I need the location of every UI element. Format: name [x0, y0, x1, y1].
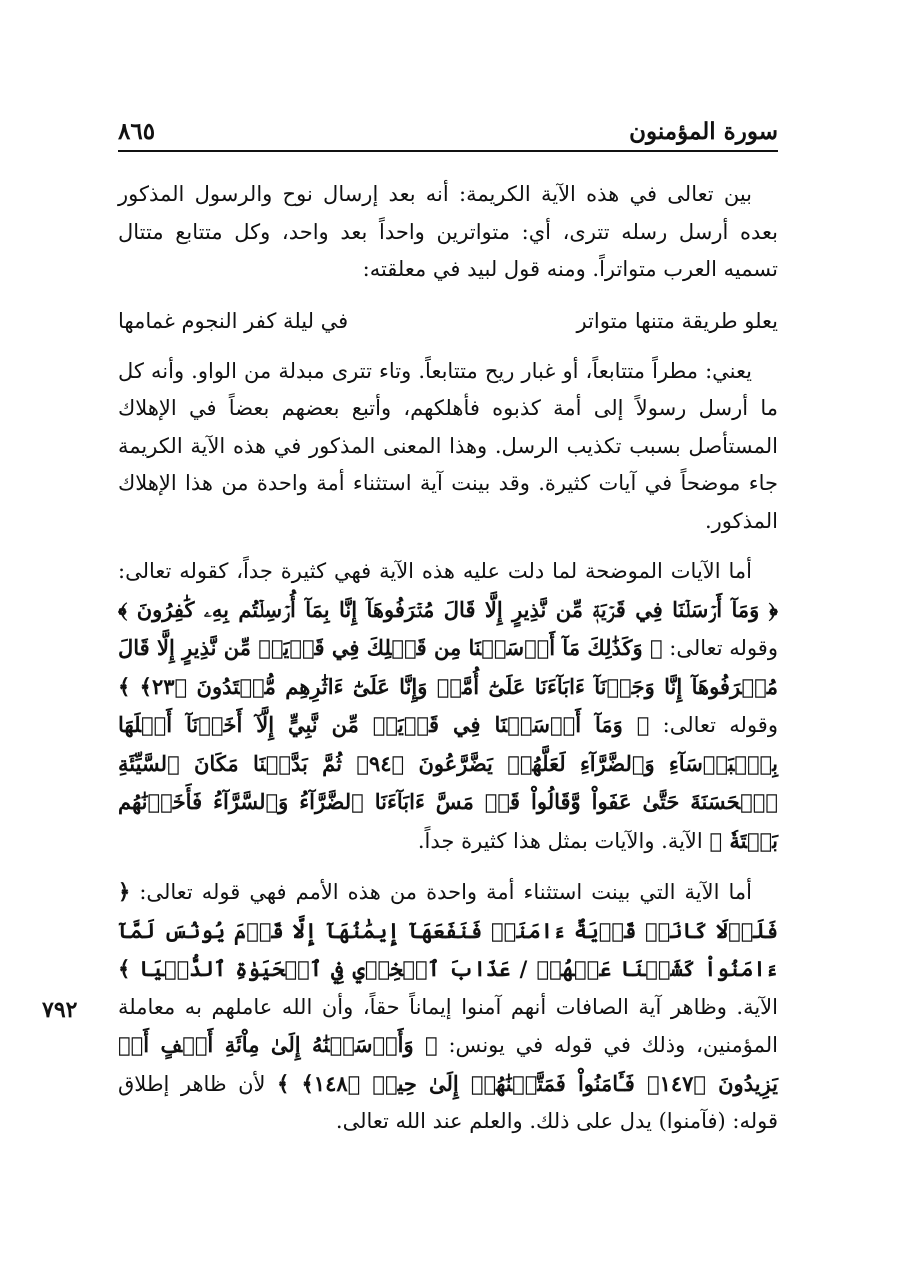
margin-page-marker: ٧٩٢: [42, 997, 78, 1023]
text-run: لأن ظاهر إطلاق قوله: (فآمنوا) يدل على ذلك. والعلم عند الله تعالى.: [118, 1071, 778, 1133]
page-body: [118, 176, 778, 1141]
quran-quote: ﴿ وَمَآ أَرۡسَلۡنَا فِي قَرۡيَةٖ مِّن نَّذِيرٍ إِلَّا قَالَ مُتۡرَفُوهَآ إِنَّا بِمَآ أُرۡسِلۡتُم بِهِۦ كَٰفِرُونَ ﴾: [118, 596, 778, 622]
poem-hemistich-2: في ليلة كفر النجوم غمامها: [118, 308, 349, 333]
quran-quote: ﴿ وَأَرۡسَلۡنَٰهُ إِلَىٰ مِاْئَةِ أَلۡفٍ أَوۡ يَزِيدُونَ ﴿١٤٧﴾ فَـَٔامَنُواْ فَمَتَّعۡنَٰهُمۡ إِلَىٰ حِينٖ ﴿١٤٨﴾ ﴾: [118, 1032, 779, 1096]
text-run: الآية. والآيات بمثل هذا كثيرة جداً.: [417, 828, 703, 853]
text-run: أما الآيات الموضحة لما دلت عليه هذه الآية فهي كثيرة جداً، كقوله تعالى:: [118, 559, 752, 583]
quran-quote: ﴿ وَكَذَٰلِكَ مَآ أَرۡسَلۡنَا مِن قَبۡلِكَ فِي قَرۡيَةٖ مِّن نَّذِيرٍ إِلَّا قَالَ مُتۡرَفُوهَآ إِنَّا وَجَدۡنَآ ءَابَآءَنَا عَلَىٰٓ أُمَّةٖ وَإِنَّا عَلَىٰٓ ءَاثَٰرِهِم مُّقۡتَدُونَ ﴿٢٣﴾ ﴾: [118, 635, 779, 699]
text-run: الآية. وظاهر آية الصافات أنهم آمنوا إيماناً حقاً، وأن الله عاملهم به معاملة المؤمنين، وذلك في قوله في يونس:: [118, 994, 778, 1057]
page-number: ٨٦٥: [118, 118, 156, 145]
text-run: وقوله تعالى:: [669, 636, 778, 660]
poetry-verse: [118, 303, 778, 340]
header-divider: [118, 150, 778, 152]
quran-quote: ﴿ فَلَوۡلَا كَانَتۡ قَرۡيَةٌ ءَامَنَتۡ فَنَفَعَهَآ إِيمَٰنُهَآ إِلَّا قَوۡمَ يُونُسَ لَمَّآ ءَامَنُواْ كَشَفۡنَا عَنۡهُمۡ / عَذَابَ ٱلۡخِزۡيِ فِي ٱلۡحَيَوٰةِ ٱلدُّنۡيَا ﴾: [118, 879, 778, 981]
paragraph-1: بين تعالى في هذه الآية الكريمة: أنه بعد إرسال نوح والرسول المذكور بعده أرسل رسله تترى، أي: متواترين واحداً بعد واحد، وكل متتابع متتال تسميه العرب متواتراً. ومنه قول لبيد في معلقته:: [118, 182, 778, 281]
quran-quote: ﴿ وَمَآ أَرۡسَلۡنَا فِي قَرۡيَةٖ مِّن نَّبِيٍّ إِلَّآ أَخَذۡنَآ أَهۡلَهَا بِٱلۡبَأۡسَآءِ وَٱلضَّرَّآءِ لَعَلَّهُمۡ يَضَّرَّعُونَ ﴿٩٤﴾ ثُمَّ بَدَّلۡنَا مَكَانَ ٱلسَّيِّئَةِ ٱلۡحَسَنَةَ حَتَّىٰ عَفَواْ وَّقَالُواْ قَدۡ مَسَّ ءَابَآءَنَا ٱلضَّرَّآءُ وَٱلسَّرَّآءُ فَأَخَذۡنَٰهُم بَغۡتَةٗ ﴾: [118, 712, 778, 853]
paragraph-3: [118, 553, 778, 860]
poem-hemistich-1: يعلو طريقة متنها متواتر: [576, 308, 778, 333]
paragraph-2: يعني: مطراً متتابعاً، أو غبار ريح متتابعاً. وتاء تترى مبدلة من الواو. وأنه كل ما أرسل رسولاً إلى أمة كذبوه فأهلكهم، وأتبع بعضهم بعضاً في الإهلاك المستأصل بسبب تكذيب الرسل. وهذا المعنى المذكور في هذه الآية الكريمة جاء موضحاً في آيات كثيرة. وقد بينت آية استثناء أمة واحدة من هذا الإهلاك المذكور.: [118, 358, 778, 533]
surah-title: سورة المؤمنون: [629, 118, 778, 145]
paragraph-4: [118, 873, 778, 1141]
text-run: وقوله تعالى:: [662, 713, 778, 737]
text-run: أما الآية التي بينت استثناء أمة واحدة من هذه الأمم فهي قوله تعالى:: [139, 880, 752, 904]
page-header: [118, 112, 778, 152]
